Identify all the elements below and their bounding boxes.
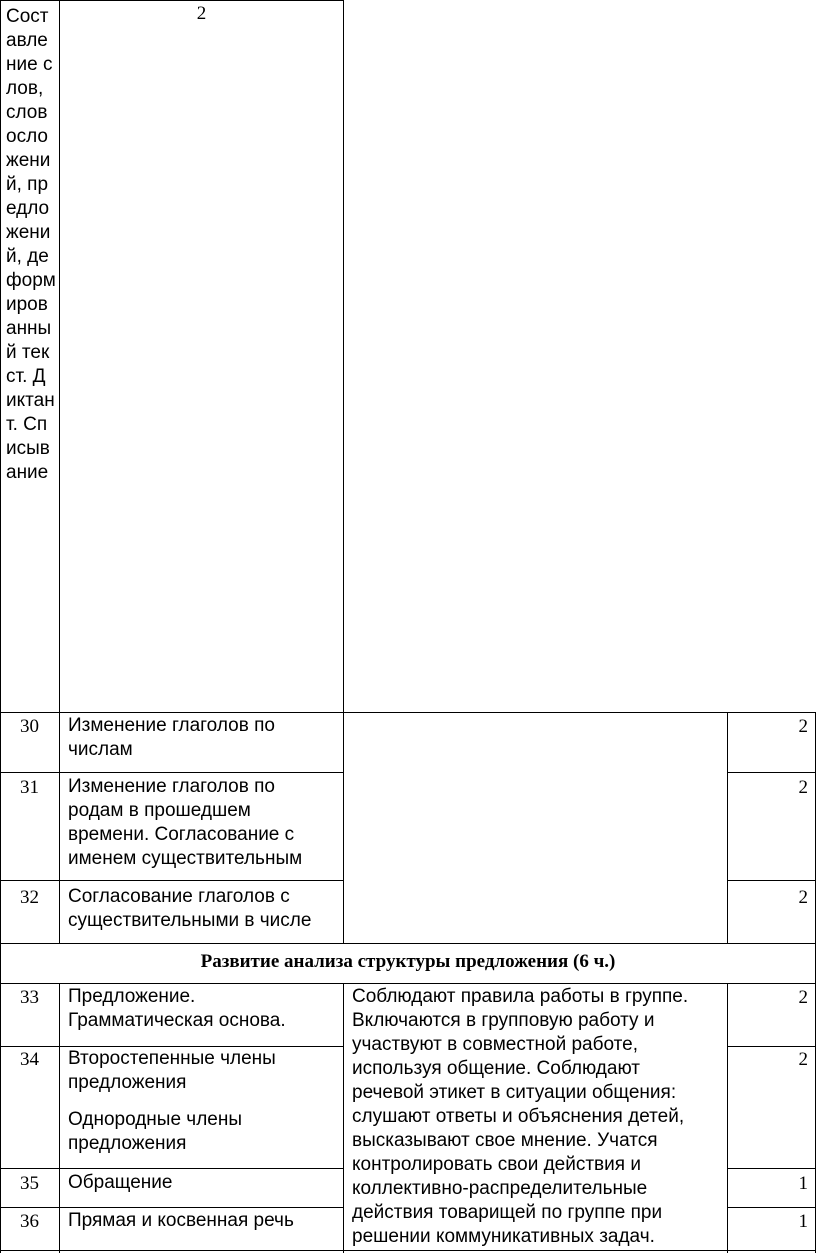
- hours-cell: 2: [196, 3, 207, 24]
- topic-line: родам в прошедшем: [68, 800, 251, 821]
- rule: [0, 1250, 816, 1251]
- rule: [0, 983, 816, 984]
- topic-line: Изменение глаголов по: [68, 776, 275, 797]
- rule: [0, 1168, 344, 1169]
- rule: [727, 772, 816, 773]
- rule: [0, 943, 816, 944]
- hours-cell: 1: [798, 1211, 808, 1232]
- row-number: 30: [20, 716, 39, 737]
- hours-cell: 2: [798, 1049, 808, 1070]
- topic-line: предложения: [68, 1072, 187, 1093]
- activity-line: слушают ответы и объяснения детей,: [352, 1106, 685, 1127]
- rule: [59, 712, 60, 944]
- topic-line: Грамматическая основа.: [68, 1010, 286, 1031]
- rule: [343, 0, 344, 713]
- rule: [0, 712, 816, 713]
- topic-line: именем существительным: [68, 848, 303, 869]
- topic-line: предложения: [68, 1133, 187, 1154]
- topic-line: Однородные члены: [68, 1109, 243, 1130]
- topic-line: Предложение.: [68, 986, 196, 1007]
- hours-cell: 1: [798, 1173, 808, 1194]
- topic-line: Обращение: [68, 1172, 173, 1193]
- activity-line: высказывают свое мнение. Учатся: [352, 1130, 658, 1151]
- activity-line: контролировать свои действия и: [352, 1154, 641, 1175]
- rule: [727, 1168, 816, 1169]
- rule: [0, 0, 344, 1]
- rule: [59, 983, 60, 1253]
- rule: [0, 880, 344, 881]
- activity-line: Включаются в групповую работу и: [352, 1010, 655, 1031]
- rule: [0, 772, 344, 773]
- hours-cell: 2: [798, 716, 808, 737]
- row-number: 31: [20, 777, 39, 798]
- lesson-topic-cell: Составление слов, словосложений, предложений, деформированный текст. Диктант. Списывание: [6, 6, 56, 483]
- rule: [727, 880, 816, 881]
- activity-line: речевой этикет в ситуации общения:: [352, 1082, 677, 1103]
- activity-line: решении коммуникативных задач.: [352, 1226, 655, 1247]
- topic-line: существительными в числе: [68, 910, 312, 931]
- hours-cell: 2: [798, 887, 808, 908]
- activity-line: используя общение. Соблюдают: [352, 1058, 640, 1079]
- row-number: 33: [20, 987, 39, 1008]
- hours-cell: 2: [798, 987, 808, 1008]
- topic-line: Второстепенные члены: [68, 1048, 276, 1069]
- rule: [343, 983, 344, 1253]
- rule: [727, 1046, 816, 1047]
- topic-line: Прямая и косвенная речь: [68, 1210, 294, 1231]
- rule: [0, 1207, 344, 1208]
- activity-line: Соблюдают правила работы в группе.: [352, 986, 689, 1007]
- activity-line: действия товарищей по группе при: [352, 1202, 663, 1223]
- topic-line: числам: [68, 739, 133, 760]
- row-number: 32: [20, 887, 39, 908]
- topic-line: Изменение глаголов по: [68, 715, 275, 736]
- rule: [727, 1207, 816, 1208]
- activity-line: участвуют в совместной работе,: [352, 1034, 638, 1055]
- activity-line: коллективно-распределительные: [352, 1178, 648, 1199]
- row-number: 34: [20, 1049, 39, 1070]
- section-heading: Развитие анализа структуры предложения (6 ч.): [200, 951, 616, 972]
- row-number: 35: [20, 1173, 39, 1194]
- hours-cell: 2: [798, 777, 808, 798]
- row-number: 36: [20, 1211, 39, 1232]
- rule: [343, 712, 344, 944]
- topic-line: времени. Согласование с: [68, 824, 295, 845]
- rule: [59, 0, 60, 713]
- topic-line: Согласование глаголов с: [68, 886, 290, 907]
